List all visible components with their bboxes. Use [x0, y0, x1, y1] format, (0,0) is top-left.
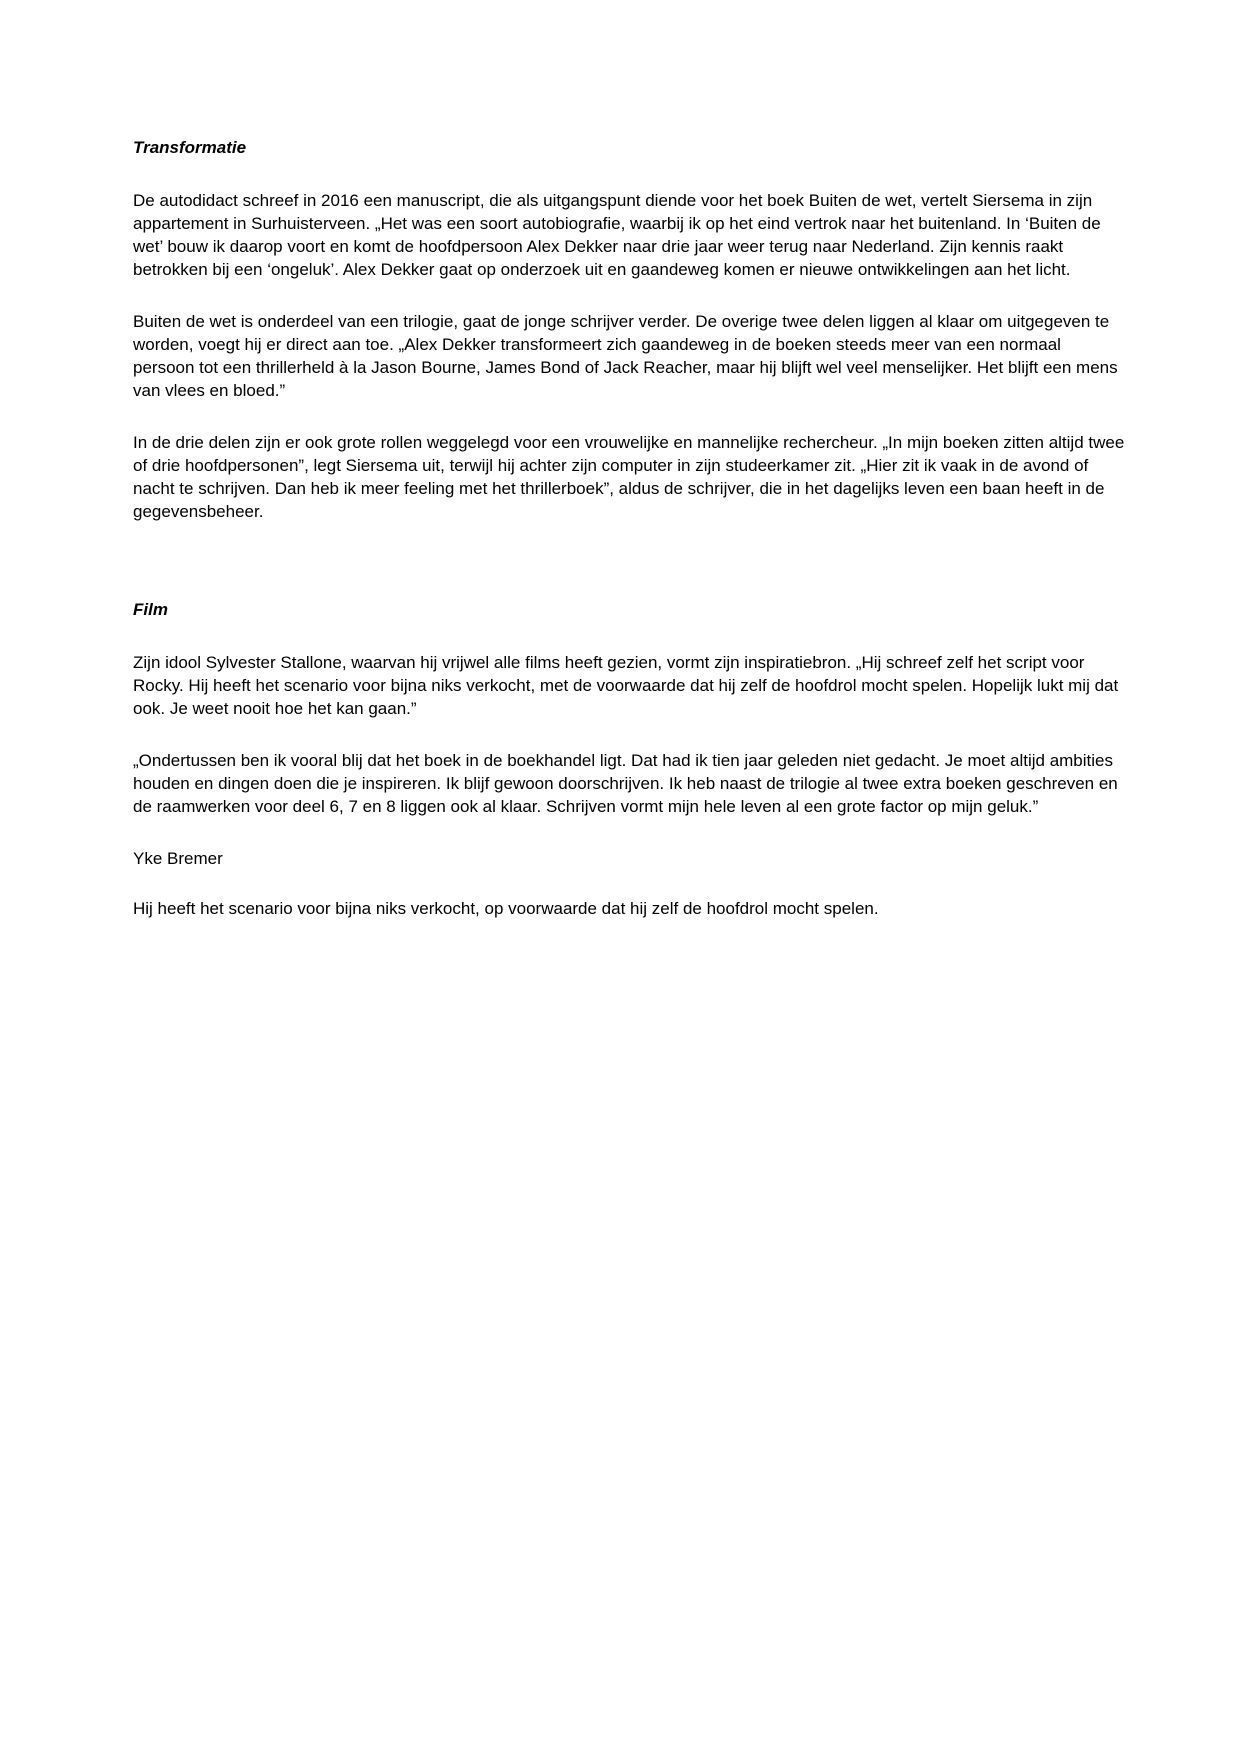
byline: Yke Bremer — [133, 849, 223, 868]
closing-line: Hij heeft het scenario voor bijna niks verkocht, op voorwaarde dat hij zelf de hoofdrol mocht spelen. — [133, 899, 879, 918]
section-heading-film: Film — [133, 600, 168, 619]
section-transformatie — [133, 136, 1125, 523]
section-film — [133, 598, 1125, 818]
paragraph-stallone: Zijn idool Sylvester Stallone, waarvan hij vrijwel alle films heeft gezien, vormt zijn inspiratiebron. „Hij schreef zelf het script voor Rocky. Hij heeft het scenario voor bijna niks verkocht, met de voorwaarde dat hij zelf de hoofdrol mocht spelen. Hopelijk lukt mij dat ook. Je weet nooit hoe het kan gaan.” — [133, 653, 1119, 718]
paragraph-rechercheurs: In de drie delen zijn er ook grote rollen weggelegd voor een vrouwelijke en mannelijke rechercheur. „In mijn boeken zitten altijd twee of drie hoofdpersonen”, legt Siersema uit, terwijl hij achter zijn computer in zijn studeerkamer zit. „Hier zit ik vaak in de avond of nacht te schrijven. Dan heb ik meer feeling met het thrillerboek”, aldus de schrijver, die in het dagelijks leven een baan heeft in de gegevensbeheer. — [133, 433, 1125, 521]
paragraph-manuscript: De autodidact schreef in 2016 een manuscript, die als uitgangspunt diende voor het boek Buiten de wet, vertelt Siersema in zijn appartement in Surhuisterveen. „Het was een soort autobiografie, waarbij ik op het eind vertrok naar het buitenland. In ‘Buiten de wet’ bouw ik daarop voort en komt de hoofdpersoon Alex Dekker naar drie jaar weer terug naar Nederland. Zijn kennis raakt betrokken bij een ‘ongeluk’. Alex Dekker gaat op onderzoek uit en gaandeweg komen er nieuwe ontwikkelingen aan het licht. — [133, 191, 1101, 279]
section-heading-transformatie: Transformatie — [133, 138, 247, 157]
paragraph-trilogie: Buiten de wet is onderdeel van een trilogie, gaat de jonge schrijver verder. De overige twee delen liggen al klaar om uitgegeven te worden, voegt hij er direct aan toe. „Alex Dekker transformeert zich gaandeweg in de boeken steeds meer van een normaal persoon tot een thrillerheld à la Jason Bourne, James Bond of Jack Reacher, maar hij blijft wel veel menselijker. Het blijft een mens van vlees en bloed.” — [133, 312, 1118, 400]
paragraph-boekhandel: „Ondertussen ben ik vooral blij dat het boek in de boekhandel ligt. Dat had ik tien jaar geleden niet gedacht. Je moet altijd ambities houden en dingen doen die je inspireren. Ik blijf gewoon doorschrijven. Ik heb naast de trilogie al twee extra boeken geschreven en de raamwerken voor deel 6, 7 en 8 liggen ook al klaar. Schrijven vormt mijn hele leven al een grote factor op mijn geluk.” — [133, 751, 1118, 816]
